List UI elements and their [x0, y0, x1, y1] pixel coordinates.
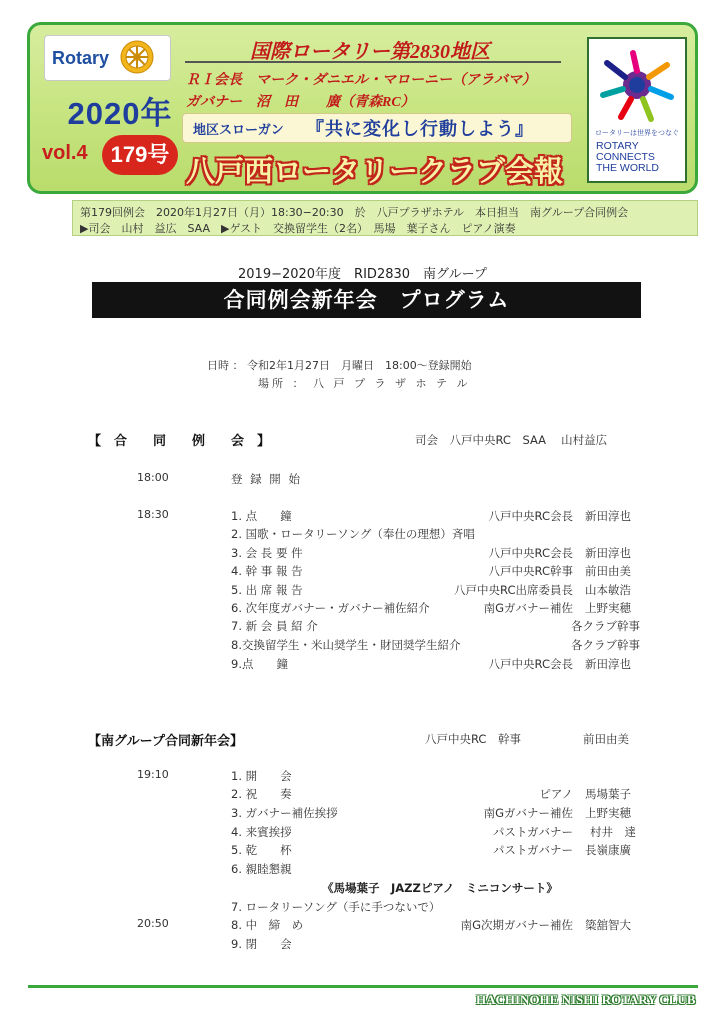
program-item: 7. 新 会 員 紹 介	[231, 619, 318, 633]
program-person: 前田由美	[585, 564, 631, 578]
theme-en-line: CONNECTS	[596, 151, 655, 163]
program-role: 南Gガバナー補佐	[483, 601, 573, 615]
ri-president-line: ＲＩ会長 マーク・ダニエル・マローニー（アラバマ）	[186, 73, 536, 88]
footer-club-name: HACHINOHE NISHI ROTARY CLUB	[476, 992, 696, 1007]
program-item: 5. 乾 杯	[231, 843, 292, 857]
meeting-info-line: ▶司会 山村 益広 SAA ▶ゲスト 交換留学生（2名） 馬場 葉子さん ピアノ演奏	[80, 222, 516, 235]
district-divider	[185, 61, 561, 63]
program-person: 山本敏浩	[585, 583, 631, 597]
program-item: 2. 祝 奏	[231, 787, 292, 801]
theme-en-line: THE WORLD	[596, 162, 659, 174]
program-item: 3. 会 長 要 件	[231, 546, 303, 560]
program-role: 八戸中央RC幹事	[488, 564, 573, 578]
program-item: 4. 幹 事 報 告	[231, 564, 303, 578]
program-person: 上野実穂	[585, 601, 631, 615]
section-host-role: 八戸中央RC 幹事	[425, 732, 521, 746]
time-label: 18:30	[137, 508, 169, 521]
program-item: 4. 来賓挨拶	[231, 825, 292, 839]
section-title-joint-meeting: 【 合 同 例 会 】	[88, 434, 271, 449]
program-role: 八戸中央RC出席委員長	[454, 583, 573, 597]
program-role: 八戸中央RC会長	[488, 509, 573, 523]
slogan-text: 『共に変化し行動しよう』	[306, 119, 534, 139]
meeting-info-line: 第179回例会 2020年1月27日（月）18:30−20:30 於 八戸プラザホテル 本日担当 南グループ合同例会	[80, 206, 629, 219]
program-item: 2. 国歌・ロータリーソング（奉仕の理想）斉唱	[231, 527, 475, 541]
time-label: 18:00	[137, 471, 169, 484]
time-label: 20:50	[137, 917, 169, 930]
program-item: 7. ロータリーソング（手に手つないで）	[231, 900, 441, 914]
event-place: 場所 ： 八 戸 プ ラ ザ ホ テ ル	[258, 377, 471, 390]
slogan-label: 地区スローガン	[193, 123, 284, 138]
program-role: 各クラブ幹事	[571, 638, 640, 652]
program-item: 5. 出 席 報 告	[231, 583, 303, 597]
program-person: 上野実穂	[585, 806, 631, 820]
time-label: 19:10	[137, 768, 169, 781]
volume-label: vol.4	[42, 142, 88, 164]
program-person: 簗舘智大	[585, 918, 631, 932]
program-role: 南Gガバナー補佐	[483, 806, 573, 820]
program-item: 6. 親睦懇親	[231, 862, 292, 876]
program-person: 村井 達	[590, 825, 636, 839]
program-item: 1. 点 鐘	[231, 509, 292, 523]
program-person: 新田淳也	[585, 546, 631, 560]
program-item: 9.点 鐘	[231, 657, 288, 671]
section-host: 司会 八戸中央RC SAA 山村益広	[415, 433, 608, 447]
rotary-wheel-icon	[119, 39, 155, 75]
program-person: 新田淳也	[585, 657, 631, 671]
program-person: 新田淳也	[585, 509, 631, 523]
program-role: 南G次期ガバナー補佐	[460, 918, 573, 932]
connects-the-world-icon	[597, 45, 677, 125]
program-role: パストガバナー	[492, 825, 573, 839]
section-title-new-year-party: 【南グループ合同新年会】	[88, 734, 243, 749]
district-title: 国際ロータリー第2830地区	[250, 41, 490, 63]
program-role: パストガバナー	[492, 843, 573, 857]
registration-item: 登 録 開 始	[231, 472, 302, 486]
issue-number-badge: 179号	[102, 135, 178, 175]
mini-concert-note: 《馬場葉子 JAZZピアノ ミニコンサート》	[322, 881, 558, 895]
program-role: 各クラブ幹事	[571, 619, 640, 633]
program-item: 1. 開 会	[231, 769, 292, 783]
program-role: 八戸中央RC会長	[488, 546, 573, 560]
club-newsletter-title: 八戸西ロータリークラブ会報	[186, 154, 564, 188]
header-banner	[27, 22, 698, 194]
section-host-name: 前田由美	[583, 732, 629, 746]
event-datetime: 日時 ： 令和2年1月27日 月曜日 18:00～登録開始	[207, 359, 472, 372]
theme-caption-en	[596, 141, 686, 174]
program-person: 長嶺康廣	[585, 843, 631, 857]
rotary-wordmark: Rotary	[52, 48, 110, 68]
program-title: 合同例会新年会 プログラム	[223, 288, 510, 312]
issue-year: 2020年	[67, 96, 173, 131]
program-item: 9. 閉 会	[231, 937, 292, 951]
season-line: 2019−2020年度 RID2830 南グループ	[238, 267, 487, 282]
program-role: ピアノ	[539, 787, 573, 801]
program-item: 6. 次年度ガバナー・ガバナー補佐紹介	[231, 601, 430, 615]
program-role: 八戸中央RC会長	[488, 657, 573, 671]
program-person: 馬場葉子	[585, 787, 631, 801]
theme-caption-jp: ロータリーは世界をつなぐ	[595, 129, 679, 137]
governor-line: ガバナー 沼 田 廣（青森RC）	[186, 95, 415, 110]
footer-divider	[28, 985, 698, 988]
program-item: 3. ガバナー補佐挨拶	[231, 806, 338, 820]
theme-en-line: ROTARY	[596, 140, 639, 152]
program-item: 8.交換留学生・米山奨学生・財団奨学生紹介	[231, 638, 461, 652]
program-item: 8. 中 締 め	[231, 918, 304, 932]
